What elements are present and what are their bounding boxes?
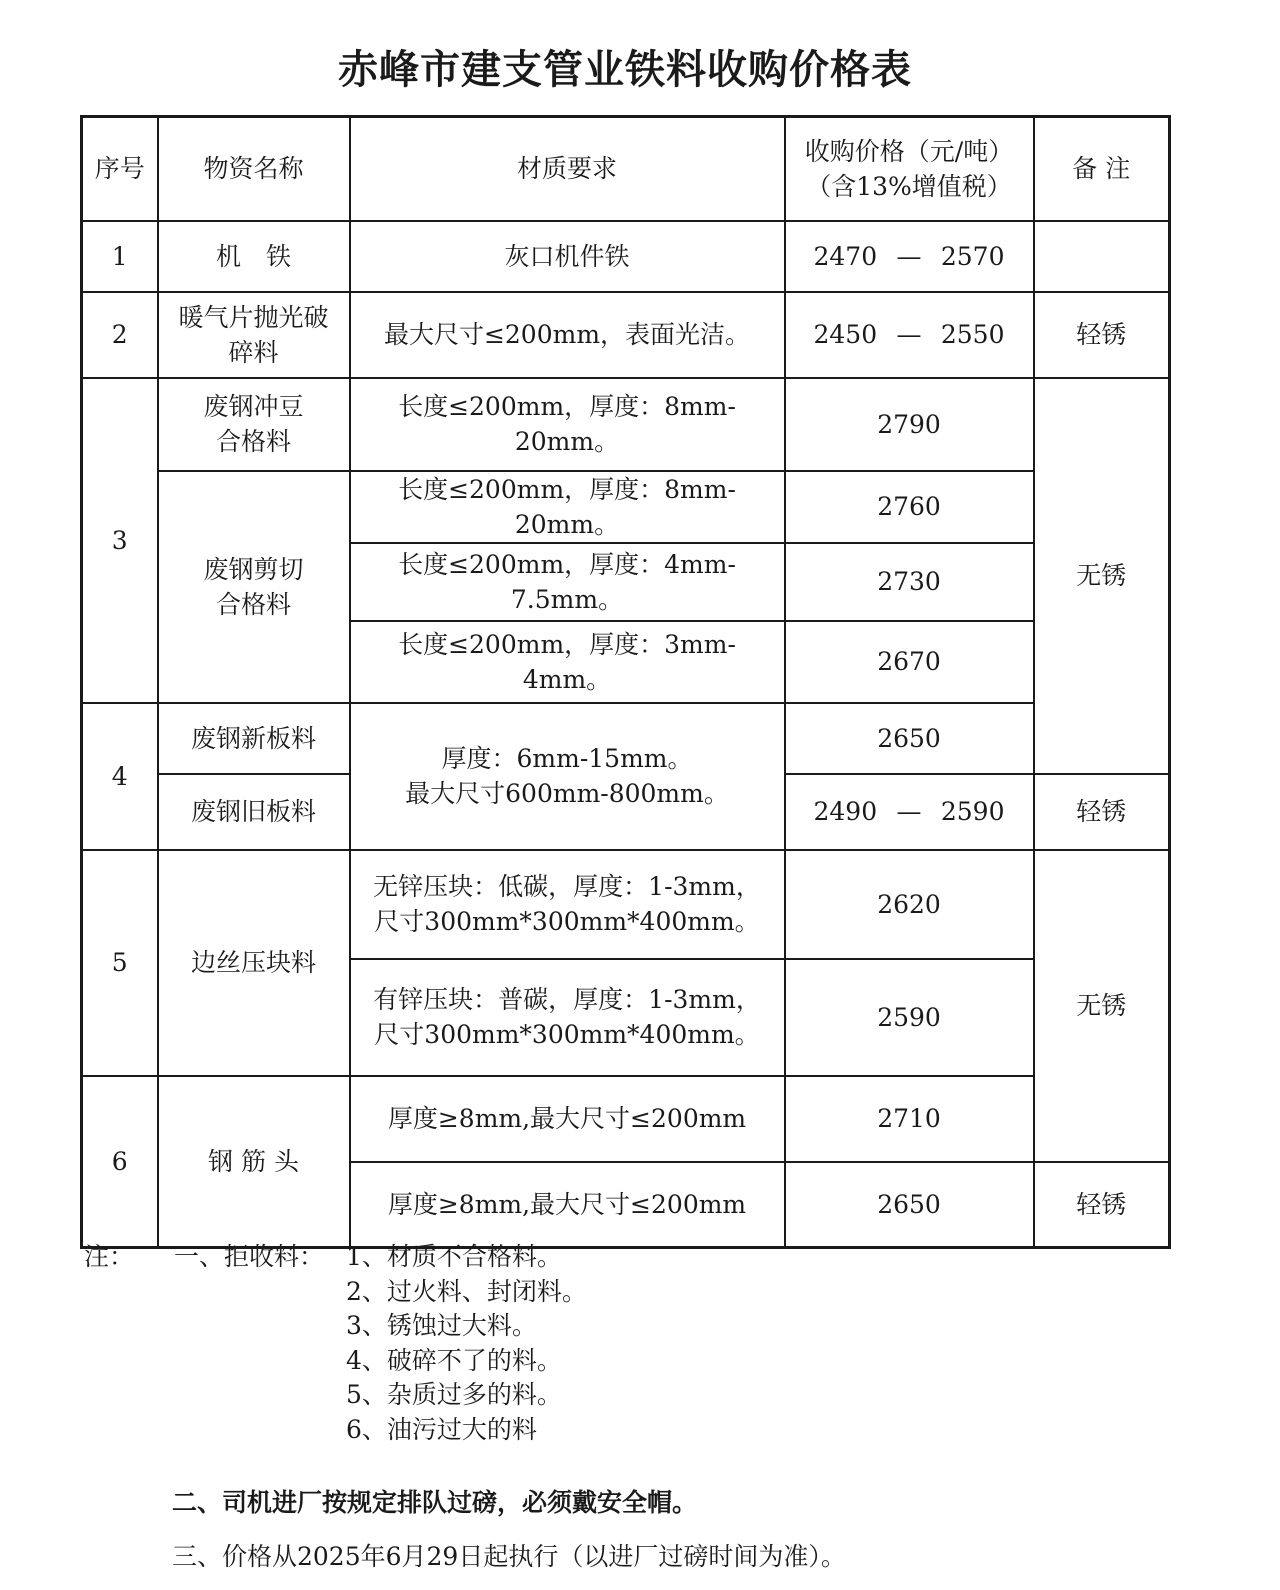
row3-material-b: 长度≤200mm，厚度：8mm-20mm。	[350, 471, 785, 543]
row4-material	[350, 703, 785, 850]
row4-price-b	[785, 774, 1034, 850]
row5-material-a	[350, 850, 785, 959]
row5-material-b-line1: 有锌压块：普碳，厚度：1-3mm，	[373, 985, 761, 1014]
row3-name-a-line2: 合格料	[215, 427, 291, 456]
notes-item: 4、破碎不了的料。	[346, 1345, 562, 1375]
table-header-row	[82, 117, 1170, 221]
header-price-line1: 收购价格（元/吨）	[804, 136, 1014, 166]
notes-item: 5、杂质过多的料。	[346, 1380, 562, 1409]
header-remark: 备 注	[1034, 117, 1170, 221]
row1-material: 灰口机件铁	[350, 221, 785, 292]
row2-price-min: 2450	[813, 320, 878, 349]
table-row	[82, 378, 1170, 471]
price-table	[80, 115, 1171, 1249]
row2-name-line1: 暖气片抛光破	[178, 302, 329, 332]
notes-item: 3、锈蚀过大料。	[346, 1311, 537, 1340]
row6-remark-b: 轻锈	[1034, 1162, 1170, 1248]
row2-price-dash: —	[896, 320, 922, 349]
row4-price-b-min: 2490	[813, 797, 878, 826]
row1-name: 机 铁	[158, 221, 350, 292]
row6-price-b: 2650	[785, 1162, 1034, 1248]
row6-material-a: 厚度≥8mm,最大尺寸≤200mm	[350, 1076, 785, 1162]
notes-item: 6、油污过大的料	[346, 1414, 537, 1444]
table-row	[82, 1076, 1170, 1162]
row4-name-b: 废钢旧板料	[158, 774, 350, 850]
row3-name-a	[158, 378, 350, 471]
row4-price-b-max: 2590	[940, 797, 1005, 826]
row4-name-a: 废钢新板料	[158, 703, 350, 774]
row3-price-d: 2670	[785, 621, 1034, 703]
row3-name-a-line1: 废钢冲豆	[203, 392, 304, 421]
table-row	[82, 292, 1170, 378]
row1-price-max: 2570	[940, 241, 1005, 271]
row4-price-b-dash: —	[896, 797, 922, 826]
notes-item: 1、材质不合格料。	[346, 1242, 562, 1271]
row5-material-a-line2: 尺寸300mm*300mm*400mm。	[374, 907, 760, 936]
row3-name-b-line2: 合格料	[215, 589, 291, 619]
row3-price-c: 2730	[785, 543, 1034, 621]
row5-material-b	[350, 959, 785, 1076]
notes-label: 注：	[84, 1242, 135, 1271]
notes-section3: 三、价格从2025年6月29日起执行（以进厂过磅时间为准）。	[172, 1542, 846, 1571]
row3-seq: 3	[82, 378, 158, 703]
header-price-line2: （含13%增值税）	[806, 171, 1012, 201]
header-material: 材质要求	[350, 117, 785, 221]
row6-material-b: 厚度≥8mm,最大尺寸≤200mm	[350, 1162, 785, 1248]
row5-price-a: 2620	[785, 850, 1034, 959]
row1-remark	[1034, 221, 1170, 292]
table-row	[82, 850, 1170, 959]
row1-price	[785, 221, 1034, 292]
row4-remark-b: 轻锈	[1034, 774, 1170, 850]
row3-name-b	[158, 471, 350, 703]
table-row	[82, 703, 1170, 774]
row2-price	[785, 292, 1034, 378]
notes-section1-title: 一、拒收料：	[174, 1242, 325, 1271]
table-row	[82, 471, 1170, 543]
row5-price-b: 2590	[785, 959, 1034, 1076]
row1-price-dash: —	[896, 241, 922, 271]
header-seq: 序号	[82, 117, 158, 221]
row4-price-a: 2650	[785, 703, 1034, 774]
row6-seq: 6	[82, 1076, 158, 1248]
row2-seq: 2	[82, 292, 158, 378]
row1-price-min: 2470	[813, 241, 878, 271]
row4-seq: 4	[82, 703, 158, 850]
header-price	[785, 117, 1034, 221]
row6-name: 钢 筋 头	[158, 1076, 350, 1248]
row3-material-d: 长度≤200mm，厚度：3mm-4mm。	[350, 621, 785, 703]
notes-section	[84, 1240, 1234, 1447]
row1-seq: 1	[82, 221, 158, 292]
table-row	[82, 221, 1170, 292]
notes-item: 2、过火料、封闭料。	[346, 1276, 587, 1306]
row3-price-a: 2790	[785, 378, 1034, 471]
row2-price-max: 2550	[940, 320, 1005, 349]
row2-name-line2: 碎料	[228, 337, 279, 367]
row5-6-remark: 无锈	[1034, 850, 1170, 1162]
header-name: 物资名称	[158, 117, 350, 221]
row5-seq: 5	[82, 850, 158, 1076]
row2-material: 最大尺寸≤200mm，表面光洁。	[350, 292, 785, 378]
row5-name: 边丝压块料	[158, 850, 350, 1076]
row3-4-remark: 无锈	[1034, 378, 1170, 774]
row2-name	[158, 292, 350, 378]
row6-price-a: 2710	[785, 1076, 1034, 1162]
row4-material-line2: 最大尺寸600mm-800mm。	[405, 779, 729, 808]
row3-material-a: 长度≤200mm，厚度：8mm-20mm。	[350, 378, 785, 471]
row3-name-b-line1: 废钢剪切	[203, 554, 304, 584]
row5-material-a-line1: 无锌压块：低碳，厚度：1-3mm，	[373, 872, 761, 901]
row3-price-b: 2760	[785, 471, 1034, 543]
row4-material-line1: 厚度：6mm-15mm。	[441, 744, 693, 773]
notes-section2: 二、司机进厂按规定排队过磅，必须戴安全帽。	[172, 1488, 698, 1517]
row2-remark: 轻锈	[1034, 292, 1170, 378]
row5-material-b-line2: 尺寸300mm*300mm*400mm。	[374, 1020, 760, 1049]
page-title: 赤峰市建支管业铁料收购价格表	[338, 47, 912, 93]
row3-material-c: 长度≤200mm，厚度：4mm-7.5mm。	[350, 543, 785, 621]
